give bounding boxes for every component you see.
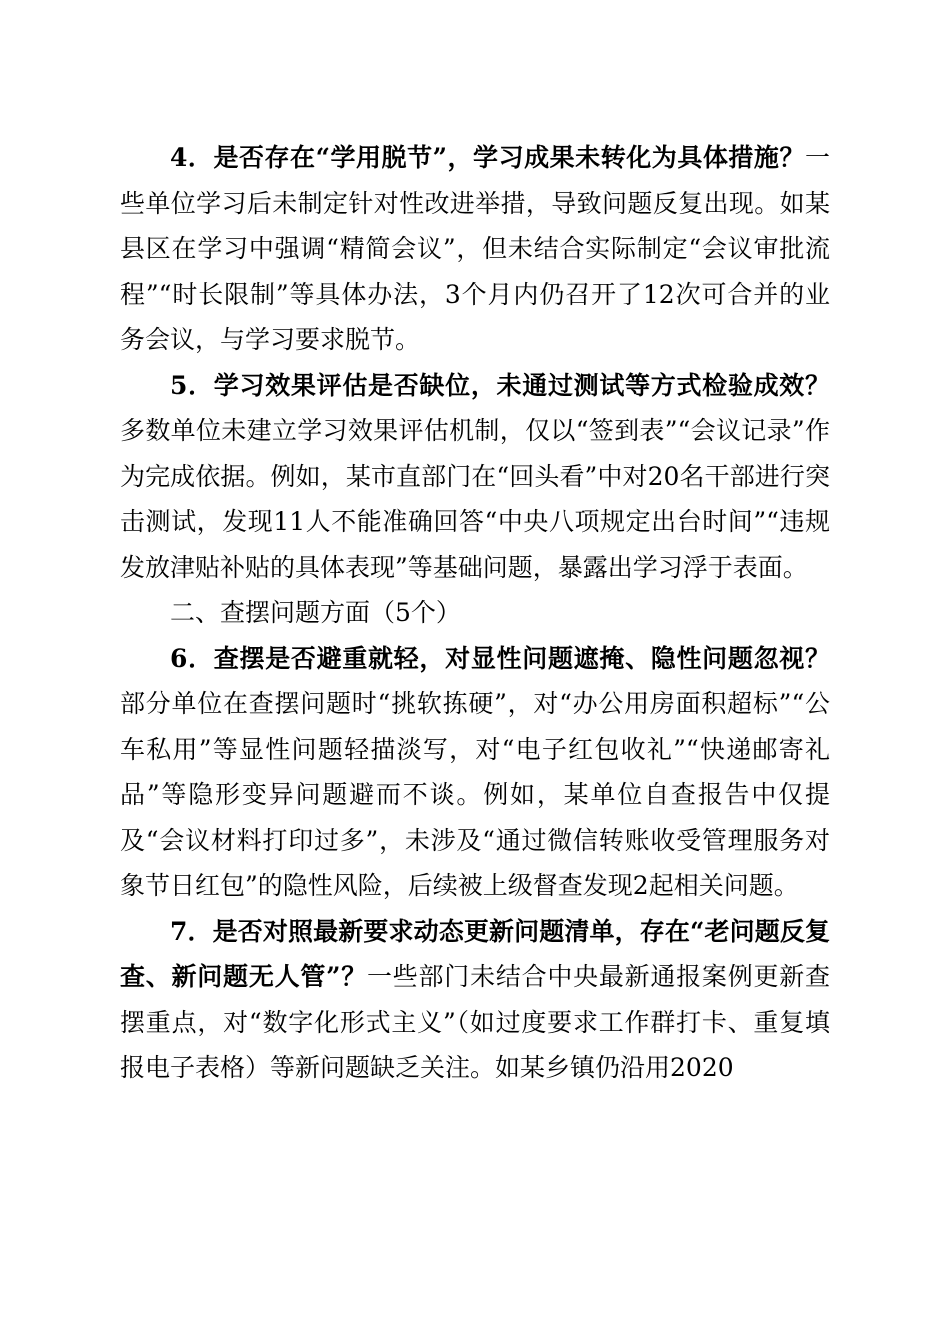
item-4-body: 一些单位学习后未制定针对性改进举措，导致问题反复出现。如某县区在学习中强调“精简会议”，但未结合实际制定“会议审批流程”“时长限制”等具体办法，3个月内仍召开了12次可合并的业务会议，与学习要求脱节。 (120, 143, 830, 354)
paragraph-item-5 (120, 363, 830, 591)
item-7-body: 一些部门未结合中央最新通报案例更新查摆重点，对“数字化形式主义”（如过度要求工作群打卡、重复填报电子表格）等新问题缺乏关注。如某乡镇仍沿用2020 (120, 962, 830, 1082)
paragraph-item-6 (120, 636, 830, 909)
item-6-body: 部分单位在查摆问题时“挑软拣硬”，对“办公用房面积超标”“公车私用”等显性问题轻描淡写，对“电子红包收礼”“快递邮寄礼品”等隐形变异问题避而不谈。例如，某单位自查报告中仅提及“会议材料打印过多”，未涉及“通过微信转账收受管理服务对象节日红包”的隐性风险，后续被上级督查发现2起相关问题。 (120, 689, 830, 900)
item-6-heading: 6．查摆是否避重就轻，对显性问题遮掩、隐性问题忽视？ (170, 643, 830, 673)
paragraph-item-4 (120, 135, 830, 363)
item-4-heading: 4．是否存在“学用脱节”，学习成果未转化为具体措施？ (170, 143, 805, 172)
document-page (120, 135, 830, 1091)
item-5-heading: 5．学习效果评估是否缺位，未通过测试等方式检验成效？ (170, 370, 830, 400)
item-5-body: 多数单位未建立学习效果评估机制，仅以“签到表”“会议记录”作为完成依据。例如，某市直部门在“回头看”中对20名干部进行突击测试，发现11人不能准确回答“中央八项规定出台时间”“违规发放津贴补贴的具体表现”等基础问题，暴露出学习浮于表面。 (120, 416, 830, 582)
item-7-heading: 7．是否对照最新要求动态更新问题清单，存在“老问题反复查、新问题无人管”？ (120, 916, 830, 991)
section-heading-2: 二、查摆问题方面（5个） (170, 598, 461, 627)
paragraph-item-7 (120, 909, 830, 1091)
